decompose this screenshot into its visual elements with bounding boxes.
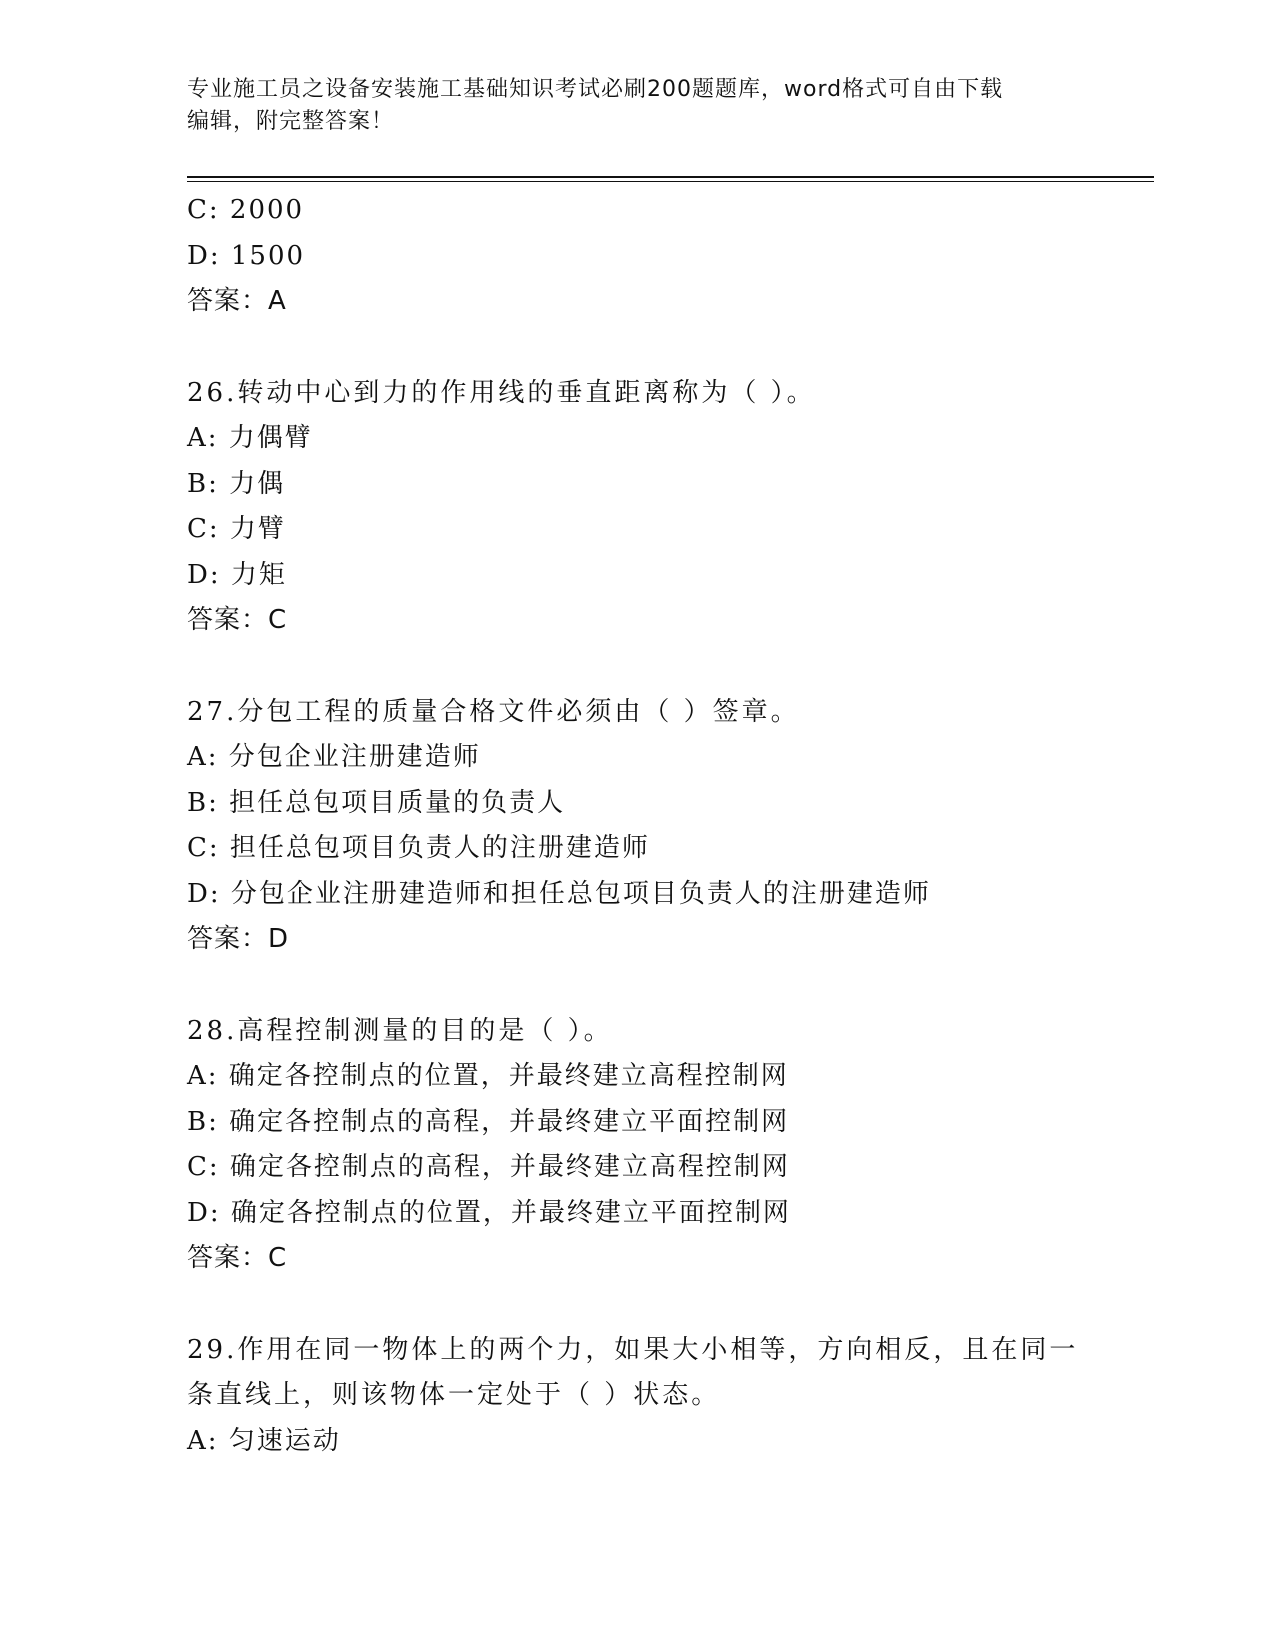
question-list xyxy=(187,188,1087,1464)
spacer xyxy=(187,644,1087,690)
option-b: B: 担任总包项目质量的负责人 xyxy=(187,787,566,818)
option-c: C: 2000 xyxy=(187,195,305,225)
option-a: A: 力偶臂 xyxy=(187,423,313,453)
option-a: A: 匀速运动 xyxy=(187,1425,341,1456)
header-divider-thin xyxy=(187,181,1154,182)
option-c: C: 担任总包项目负责人的注册建造师 xyxy=(187,833,650,863)
question-stem-line-2: 条直线上，则该物体一定处于（ ）状态。 xyxy=(187,1380,721,1410)
question-stem: 27.分包工程的质量合格文件必须由（ ）签章。 xyxy=(187,696,800,727)
answer-line: 答案：C xyxy=(187,1243,288,1273)
option-d: D: 1500 xyxy=(187,240,306,271)
answer-line: 答案：C xyxy=(187,605,288,635)
question-29 xyxy=(187,1328,1087,1465)
question-stem-line-1: 29.作用在同一物体上的两个力，如果大小相等，方向相反，且在同一 xyxy=(187,1334,1079,1365)
question-28 xyxy=(187,1009,1087,1282)
option-d: D: 力矩 xyxy=(187,559,287,590)
option-a: A: 确定各控制点的位置，并最终建立高程控制网 xyxy=(187,1061,789,1091)
option-d: D: 确定各控制点的位置，并最终建立平面控制网 xyxy=(187,1197,791,1228)
spacer xyxy=(187,1282,1087,1328)
question-27 xyxy=(187,690,1087,963)
answer-line: 答案：A xyxy=(187,286,287,316)
option-b: B: 确定各控制点的高程，并最终建立平面控制网 xyxy=(187,1106,790,1137)
option-b: B: 力偶 xyxy=(187,468,286,499)
question-stem: 26.转动中心到力的作用线的垂直距离称为（ ）。 xyxy=(187,377,816,408)
option-c: C: 力臂 xyxy=(187,514,286,544)
header-title-line-1: 专业施工员之设备安装施工基础知识考试必刷200题题库，word格式可自由下载 xyxy=(187,77,1004,102)
header-divider-thick xyxy=(187,176,1154,178)
question-stem: 28.高程控制测量的目的是（ ）。 xyxy=(187,1015,613,1046)
spacer xyxy=(187,963,1087,1009)
option-a: A: 分包企业注册建造师 xyxy=(187,742,481,772)
answer-line: 答案：D xyxy=(187,924,290,954)
header-title-line-2: 编辑，附完整答案！ xyxy=(187,109,395,134)
option-c: C: 确定各控制点的高程，并最终建立高程控制网 xyxy=(187,1152,790,1182)
spacer xyxy=(187,325,1087,371)
question-26 xyxy=(187,371,1087,644)
document-header xyxy=(187,74,1067,138)
question-25-tail xyxy=(187,188,1087,325)
option-d: D: 分包企业注册建造师和担任总包项目负责人的注册建造师 xyxy=(187,878,931,909)
